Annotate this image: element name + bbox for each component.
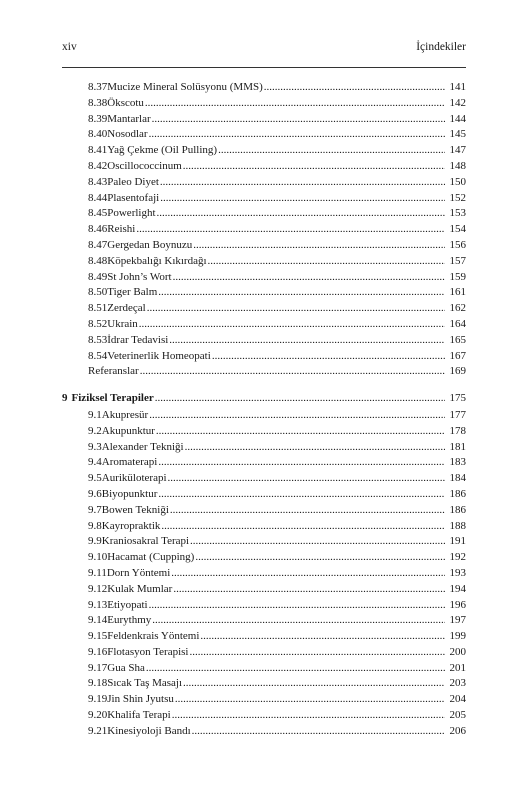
entry-number: 9.21 (88, 724, 108, 737)
toc-entry[interactable] (62, 629, 466, 645)
entry-number: 9.4 (88, 456, 102, 469)
toc-entry[interactable] (62, 349, 466, 365)
entry-title: Veterinerlik Homeopati (107, 349, 211, 362)
toc-entry[interactable] (62, 440, 466, 456)
entry-title: Köpekbalığı Kıkırdağı (107, 254, 207, 267)
dot-leader (160, 175, 445, 191)
dot-leader (161, 519, 445, 535)
toc-chapter-9[interactable] (62, 391, 466, 407)
entry-number: 8.43 (88, 175, 108, 188)
entry-page: 161 (449, 286, 466, 299)
dot-leader (170, 503, 445, 519)
entry-title: St John’s Wort (107, 270, 172, 283)
toc-entry[interactable] (62, 424, 466, 440)
dot-leader (140, 364, 445, 380)
entry-title: Flotasyon Terapisi (107, 645, 189, 658)
running-title: İçindekiler (416, 41, 466, 53)
entry-page: 196 (449, 598, 466, 611)
entry-page: 159 (449, 270, 466, 283)
entry-title: Sıcak Taş Masajı (107, 677, 183, 690)
entry-page: 164 (449, 317, 466, 330)
toc-entry[interactable] (62, 613, 466, 629)
entry-page: 206 (449, 724, 466, 737)
entry-number: 9.2 (88, 424, 102, 437)
entry-page: 157 (449, 254, 466, 267)
toc-entry[interactable] (62, 724, 466, 740)
toc-entry[interactable] (62, 582, 466, 598)
entry-page: 167 (449, 349, 466, 362)
toc-entry[interactable] (62, 222, 466, 238)
toc-entry[interactable] (62, 471, 466, 487)
toc-entry[interactable] (62, 301, 466, 317)
entry-number: 9.10 (88, 551, 108, 564)
entry-title: Kraniosakral Terapi (101, 535, 190, 548)
entry-number: 8.38 (88, 96, 108, 109)
toc-entry[interactable] (62, 80, 466, 96)
toc-entry[interactable] (62, 143, 466, 159)
dot-leader (171, 566, 445, 582)
toc-entry[interactable] (62, 550, 466, 566)
dot-leader (160, 191, 445, 207)
dot-leader (152, 112, 445, 128)
dot-leader (183, 676, 445, 692)
entry-title: Mantarlar (107, 112, 151, 125)
dot-leader (136, 222, 445, 238)
entry-page: 184 (449, 472, 466, 485)
dot-leader (158, 285, 445, 301)
entry-number: 9.8 (88, 519, 102, 532)
entry-title: Kayropraktik (101, 519, 161, 532)
entry-number: 9.6 (88, 487, 102, 500)
dot-leader (192, 724, 445, 740)
toc-entry[interactable] (62, 408, 466, 424)
toc-entry[interactable] (62, 317, 466, 333)
entry-number: 8.39 (88, 112, 108, 125)
entry-number: 9.18 (88, 677, 108, 690)
entry-number: 9.3 (88, 440, 102, 453)
dot-leader (200, 629, 445, 645)
entry-page: 204 (449, 693, 466, 706)
entry-title: Jin Shin Jyutsu (107, 693, 174, 706)
entry-title: Alexander Tekniği (101, 440, 184, 453)
entry-number: 9.5 (88, 472, 102, 485)
entry-title: Khalifa Terapi (107, 709, 171, 722)
entry-page: 141 (449, 81, 466, 93)
references-page: 169 (449, 365, 466, 378)
dot-leader (158, 455, 445, 471)
entry-number: 8.52 (88, 317, 108, 330)
entry-title: Mucize Mineral Solüsyonu (MMS) (107, 81, 263, 93)
entry-number: 9.14 (88, 614, 108, 627)
entry-page: 142 (449, 96, 466, 109)
dot-leader (173, 582, 445, 598)
toc-entry-references[interactable] (62, 364, 466, 380)
dot-leader (218, 143, 445, 159)
dot-leader (157, 206, 445, 222)
toc-entry[interactable] (62, 96, 466, 112)
entry-page: 186 (449, 503, 466, 516)
entry-title: Tiger Balm (107, 286, 158, 299)
entry-title: Hacamat (Cupping) (107, 551, 195, 564)
entry-number: 9.9 (88, 535, 102, 548)
entry-page: 152 (449, 191, 466, 204)
dot-leader (189, 645, 445, 661)
entry-page: 154 (449, 223, 466, 236)
dot-leader (173, 270, 445, 286)
toc-entry[interactable] (62, 661, 466, 677)
toc-entry[interactable] (62, 708, 466, 724)
entry-title: Reishi (107, 223, 136, 236)
entry-title: Gergedan Boynuzu (107, 238, 193, 251)
dot-leader (149, 127, 445, 143)
entry-page: 203 (449, 677, 466, 690)
header-rule (62, 67, 466, 68)
toc-entry[interactable] (62, 333, 466, 349)
entry-title: Oscillococcinum (107, 159, 182, 172)
entry-page: 148 (449, 159, 466, 172)
toc-entry[interactable] (62, 254, 466, 270)
entry-title: Yağ Çekme (Oil Pulling) (107, 144, 218, 157)
entry-title: Nosodlar (107, 128, 148, 141)
toc-entry[interactable] (62, 238, 466, 254)
page-number: xiv (62, 41, 77, 53)
dot-leader (152, 613, 445, 629)
entry-title: Feldenkrais Yöntemi (107, 630, 200, 643)
toc-entry[interactable] (62, 112, 466, 128)
entry-page: 193 (449, 566, 466, 579)
entry-page: 199 (449, 630, 466, 643)
dot-leader (175, 692, 445, 708)
entry-number: 8.46 (88, 223, 108, 236)
entry-number: 8.50 (88, 286, 108, 299)
entry-number: 8.45 (88, 207, 108, 220)
entry-number: 9.19 (88, 693, 108, 706)
toc-entry[interactable] (62, 270, 466, 286)
entry-number: 9.20 (88, 709, 108, 722)
entry-page: 205 (449, 709, 466, 722)
section-9-entries (62, 408, 466, 740)
toc-entry[interactable] (62, 159, 466, 175)
toc-entry[interactable] (62, 206, 466, 222)
entry-title: Bowen Tekniği (101, 503, 169, 516)
entry-number: 9.15 (88, 630, 108, 643)
entry-title: Ukrain (107, 317, 138, 330)
entry-number: 8.51 (88, 302, 108, 315)
entry-page: 177 (449, 408, 466, 421)
dot-leader (147, 301, 445, 317)
entry-page: 181 (449, 440, 466, 453)
table-of-contents (62, 80, 466, 740)
entry-page: 156 (449, 238, 466, 251)
entry-number: 9.13 (88, 598, 108, 611)
dot-leader (193, 238, 445, 254)
entry-title: Etiyopati (107, 598, 148, 611)
section-8-entries (62, 80, 466, 364)
entry-page: 145 (449, 128, 466, 141)
entry-title: Akupresür (101, 408, 149, 421)
entry-number: 8.41 (88, 144, 108, 157)
entry-number: 9.12 (88, 582, 108, 595)
toc-entry[interactable] (62, 534, 466, 550)
entry-number: 9.7 (88, 503, 102, 516)
entry-page: 200 (449, 645, 466, 658)
entry-title: Plasentofaji (107, 191, 160, 204)
entry-number: 8.42 (88, 159, 108, 172)
toc-entry[interactable] (62, 692, 466, 708)
dot-leader (168, 471, 445, 487)
entry-title: Biyopunktur (101, 487, 158, 500)
entry-page: 197 (449, 614, 466, 627)
dot-leader (155, 391, 445, 407)
dot-leader (185, 440, 445, 456)
entry-number: 9.16 (88, 645, 108, 658)
entry-number: 8.53 (88, 333, 108, 346)
dot-leader (190, 534, 445, 550)
references-title: Referanslar (88, 365, 139, 378)
dot-leader (158, 487, 445, 503)
entry-title: Ökscotu (107, 96, 144, 109)
entry-title: Dorn Yöntemi (106, 566, 171, 579)
entry-number: 8.40 (88, 128, 108, 141)
entry-page: 178 (449, 424, 466, 437)
entry-number: 8.54 (88, 349, 108, 362)
entry-number: 8.49 (88, 270, 108, 283)
entry-page: 144 (449, 112, 466, 125)
entry-page: 192 (449, 551, 466, 564)
entry-title: Zerdeçal (107, 302, 146, 315)
entry-number: 9.1 (88, 408, 102, 421)
running-header (62, 40, 466, 54)
toc-entry[interactable] (62, 455, 466, 471)
entry-number: 8.37 (88, 81, 108, 93)
entry-page: 147 (449, 144, 466, 157)
dot-leader (156, 424, 445, 440)
entry-title: Kinesiyoloji Bandı (107, 724, 191, 737)
entry-title: Kulak Mumlar (107, 582, 173, 595)
entry-number: 8.47 (88, 238, 108, 251)
toc-entry[interactable] (62, 519, 466, 535)
entry-title: İdrar Tedavisi (107, 333, 169, 346)
dot-leader (195, 550, 445, 566)
dot-leader (264, 80, 445, 96)
entry-number: 9.17 (88, 661, 108, 674)
entry-title: Auriküloterapi (101, 472, 167, 485)
entry-page: 162 (449, 302, 466, 315)
toc-entry[interactable] (62, 175, 466, 191)
entry-number: 8.48 (88, 254, 108, 267)
dot-leader (212, 349, 445, 365)
entry-page: 194 (449, 582, 466, 595)
entry-title: Eurythmy (107, 614, 152, 627)
chapter-number: 9 (62, 392, 68, 405)
dot-leader (145, 96, 445, 112)
toc-entry[interactable] (62, 487, 466, 503)
entry-page: 186 (449, 487, 466, 500)
toc-entry[interactable] (62, 503, 466, 519)
entry-title: Gua Sha (107, 661, 145, 674)
entry-page: 201 (449, 661, 466, 674)
entry-number: 9.11 (88, 566, 107, 579)
chapter-title: Fiziksel Terapiler (71, 392, 154, 405)
dot-leader (172, 708, 445, 724)
toc-entry[interactable] (62, 598, 466, 614)
toc-entry[interactable] (62, 566, 466, 582)
dot-leader (149, 598, 445, 614)
entry-title: Powerlight (107, 207, 156, 220)
entry-number: 8.44 (88, 191, 108, 204)
entry-page: 153 (449, 207, 466, 220)
dot-leader (146, 661, 445, 677)
toc-entry[interactable] (62, 127, 466, 143)
toc-entry[interactable] (62, 285, 466, 301)
dot-leader (139, 317, 445, 333)
toc-entry[interactable] (62, 676, 466, 692)
dot-leader (169, 333, 445, 349)
entry-page: 188 (449, 519, 466, 532)
entry-title: Aromaterapi (101, 456, 158, 469)
entry-page: 150 (449, 175, 466, 188)
chapter-page: 175 (449, 392, 466, 405)
dot-leader (183, 159, 445, 175)
entry-page: 165 (449, 333, 466, 346)
toc-entry[interactable] (62, 191, 466, 207)
entry-page: 191 (449, 535, 466, 548)
entry-title: Akupunktur (101, 424, 155, 437)
toc-entry[interactable] (62, 645, 466, 661)
entry-title: Paleo Diyet (107, 175, 159, 188)
dot-leader (149, 408, 445, 424)
dot-leader (208, 254, 445, 270)
entry-page: 183 (449, 456, 466, 469)
